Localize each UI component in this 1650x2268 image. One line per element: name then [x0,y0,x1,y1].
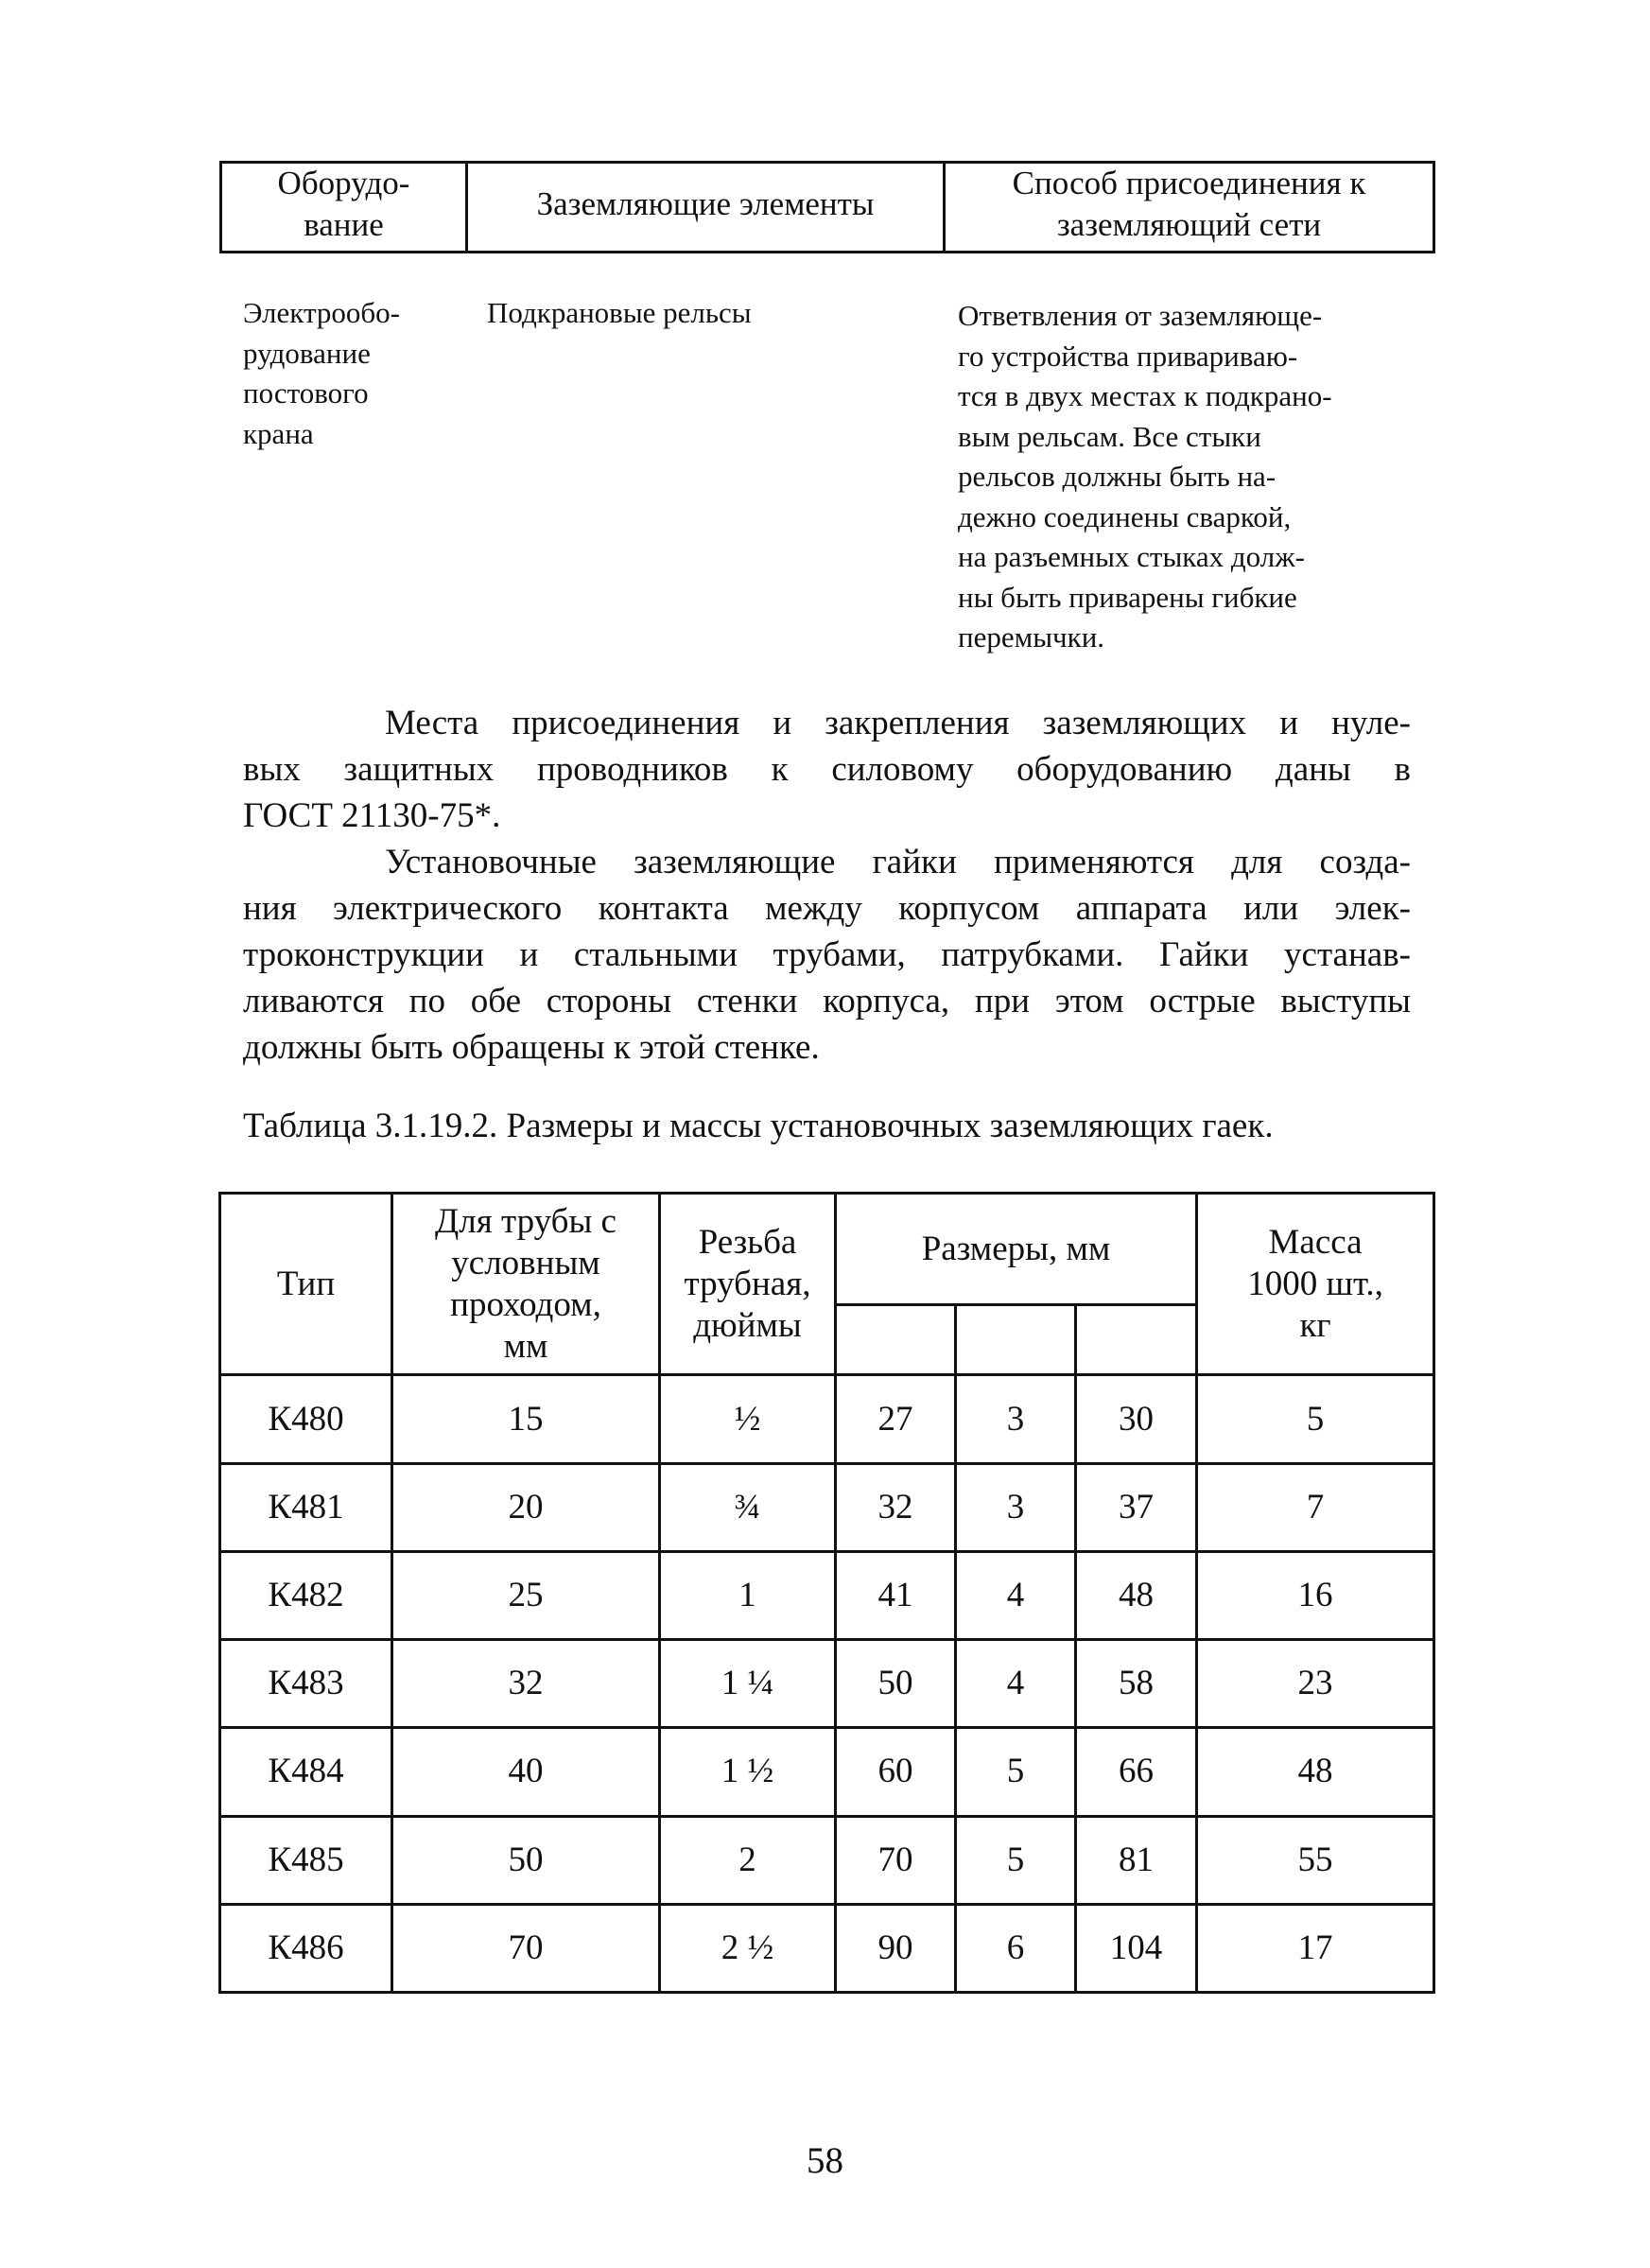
cell-size: 66 [1076,1728,1197,1816]
cell-pipe: 70 [392,1904,660,1992]
table-row [220,1551,1434,1639]
cell-pipe: 32 [392,1640,660,1728]
cell-mass: 5 [1197,1375,1434,1463]
cell-size: 81 [1076,1816,1197,1904]
paragraph-1: Места присоединения и закрепления заземляющих и нуле- вых защитных проводников к силовому оборудованию даны в ГОСТ 21130-75*. [243,704,1411,835]
header-connection-method: Способ присоединения к заземляющий сети [1012,165,1366,243]
header-sizes: Размеры, мм [836,1194,1197,1305]
cell-thread: 1 ½ [660,1728,836,1816]
table-row [220,1463,1434,1551]
cell-size: 104 [1076,1904,1197,1992]
cell-pipe: 50 [392,1816,660,1904]
table-row [220,1728,1434,1816]
cell-size: 32 [836,1463,956,1551]
header-size-sub [836,1305,956,1375]
cell-size: 60 [836,1728,956,1816]
cell-mass: 55 [1197,1816,1434,1904]
cell-size: 4 [956,1551,1076,1639]
cell-size: 4 [956,1640,1076,1728]
header-equipment: Оборудо- вание [277,165,410,243]
cell-type: К486 [220,1904,392,1992]
cell-mass: 17 [1197,1904,1434,1992]
header-pipe: Для трубы с условным проходом, мм [392,1194,660,1375]
top-table-header [219,161,1433,253]
cell-thread: ¾ [660,1463,836,1551]
cell-thread: ½ [660,1375,836,1463]
header-mass: Масса 1000 шт., кг [1197,1194,1434,1375]
page-number: 58 [807,2140,843,2181]
row-equipment: Электрообо- рудование постового крана [243,296,400,450]
cell-pipe: 40 [392,1728,660,1816]
cell-size: 50 [836,1640,956,1728]
header-elements: Заземляющие элементы [536,185,875,222]
nuts-table [218,1192,1435,1994]
cell-thread: 2 [660,1816,836,1904]
cell-mass: 16 [1197,1551,1434,1639]
cell-type: К483 [220,1640,392,1728]
cell-thread: 1 [660,1551,836,1639]
cell-size: 58 [1076,1640,1197,1728]
header-type: Тип [220,1194,392,1375]
cell-pipe: 20 [392,1463,660,1551]
cell-size: 90 [836,1904,956,1992]
cell-size: 70 [836,1816,956,1904]
cell-size: 5 [956,1728,1076,1816]
cell-mass: 23 [1197,1640,1434,1728]
header-size-sub [1076,1305,1197,1375]
cell-size: 3 [956,1463,1076,1551]
cell-pipe: 15 [392,1375,660,1463]
cell-size: 37 [1076,1463,1197,1551]
cell-size: 6 [956,1904,1076,1992]
cell-type: К480 [220,1375,392,1463]
header-thread: Резьба трубная, дюймы [660,1194,836,1375]
cell-type: К482 [220,1551,392,1639]
paragraph-2: Установочные заземляющие гайки применяются для созда- ния электрического контакта между корпусом аппарата или элек- троконструкции и стальными трубами, патрубками. Гайки устанав- ливаются по обе стороны стенки корпуса, при этом острые выступы должны быть обращены к этой стенке. [243,843,1411,1067]
cell-size: 3 [956,1375,1076,1463]
cell-type: К485 [220,1816,392,1904]
row-connection-method: Ответвления от заземляюще- го устройства привариваю- тся в двух местах к подкрано- вым рельсам. Все стыки рельсов должны быть на- дежно соединены сваркой, на разъемных стыках долж- ны быть приварены гибкие перемычки. [958,299,1332,654]
row-elements: Подкрановые рельсы [487,296,752,329]
cell-type: К484 [220,1728,392,1816]
cell-size: 41 [836,1551,956,1639]
cell-pipe: 25 [392,1551,660,1639]
table-row [220,1816,1434,1904]
cell-thread: 1 ¼ [660,1640,836,1728]
cell-type: К481 [220,1463,392,1551]
cell-thread: 2 ½ [660,1904,836,1992]
table-caption: Таблица 3.1.19.2. Размеры и массы установочных заземляющих гаек. [243,1107,1274,1145]
cell-mass: 7 [1197,1463,1434,1551]
table-row [220,1640,1434,1728]
table-row [220,1904,1434,1992]
cell-size: 27 [836,1375,956,1463]
cell-size: 30 [1076,1375,1197,1463]
table-row [220,1375,1434,1463]
cell-mass: 48 [1197,1728,1434,1816]
cell-size: 5 [956,1816,1076,1904]
header-size-sub [956,1305,1076,1375]
cell-size: 48 [1076,1551,1197,1639]
